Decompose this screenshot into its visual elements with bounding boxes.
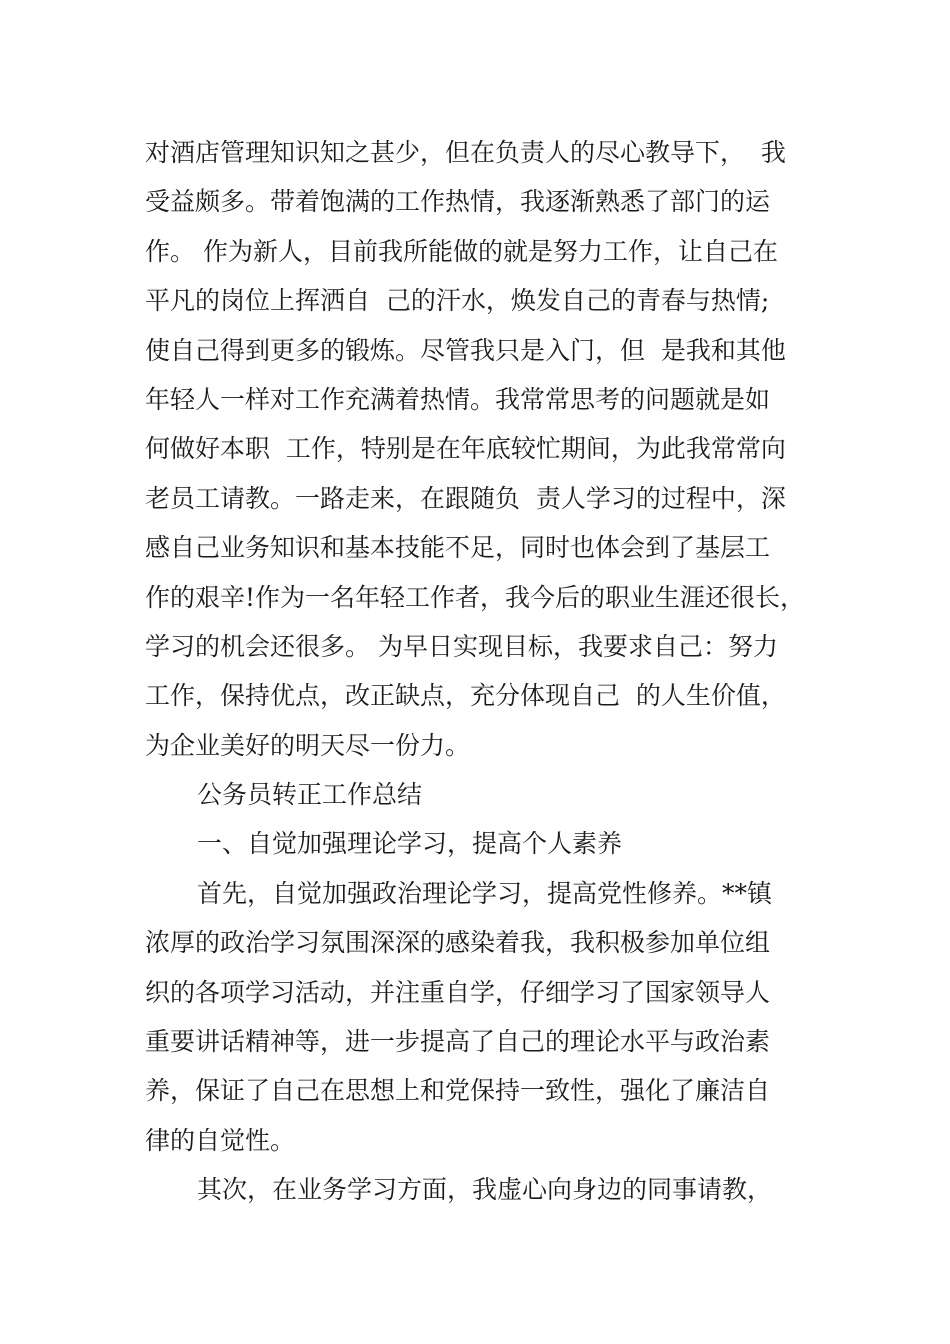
body-line: 学习的机会还很多。 为早日实现目标，我要求自己：努力 [145,631,778,661]
paragraph-line: 养，保证了自己在思想上和党保持一致性，强化了廉洁自 [145,1076,771,1106]
document-heading: 公务员转正工作总结 [197,780,423,810]
body-line: 受益颇多。带着饱满的工作热情，我逐渐熟悉了部门的运 [145,187,771,217]
body-line: 作。 作为新人，目前我所能做的就是努力工作，让自己在 [145,236,778,266]
body-line: 感自己业务知识和基本技能不足，同时也体会到了基层工 [145,533,771,563]
paragraph-line: 浓厚的政治学习氛围深深的感染着我，我积极参加单位组 [145,928,771,958]
section-title: 一、自觉加强理论学习，提高个人素养 [197,829,623,859]
paragraph-line: 其次，在业务学习方面，我虚心向身边的同事请教， [197,1175,773,1205]
body-line: 老员工请教。一路走来，在跟随负 责人学习的过程中，深 [145,483,786,513]
body-line: 何做好本职 工作，特别是在年底较忙期间，为此我常常向 [145,434,786,464]
paragraph-line: 律的自觉性。 [145,1125,296,1155]
body-line: 对酒店管理知识知之甚少，但在负责人的尽心教导下， 我 [145,138,786,167]
document-body [145,128,825,1215]
body-line: 工作，保持优点，改正缺点，充分体现自己 的人生价值， [145,681,786,711]
paragraph-line: 织的各项学习活动，并注重自学，仔细学习了国家领导人 [145,977,771,1007]
body-line: 作的艰辛!作为一名年轻工作者，我今后的职业生涯还很长， [145,582,806,612]
paragraph-line: 首先，自觉加强政治理论学习，提高党性修养。**镇 [197,878,773,908]
body-line: 平凡的岗位上挥洒自 己的汗水，焕发自己的青春与热情; [145,286,770,316]
paragraph-line: 重要讲话精神等，进一步提高了自己的理论水平与政治素 [145,1027,771,1057]
body-line: 年轻人一样对工作充满着热情。我常常思考的问题就是如 [145,384,771,414]
body-line: 为企业美好的明天尽一份力。 [145,730,471,760]
body-line: 使自己得到更多的锻炼。尽管我只是入门，但 是我和其他 [145,335,786,365]
